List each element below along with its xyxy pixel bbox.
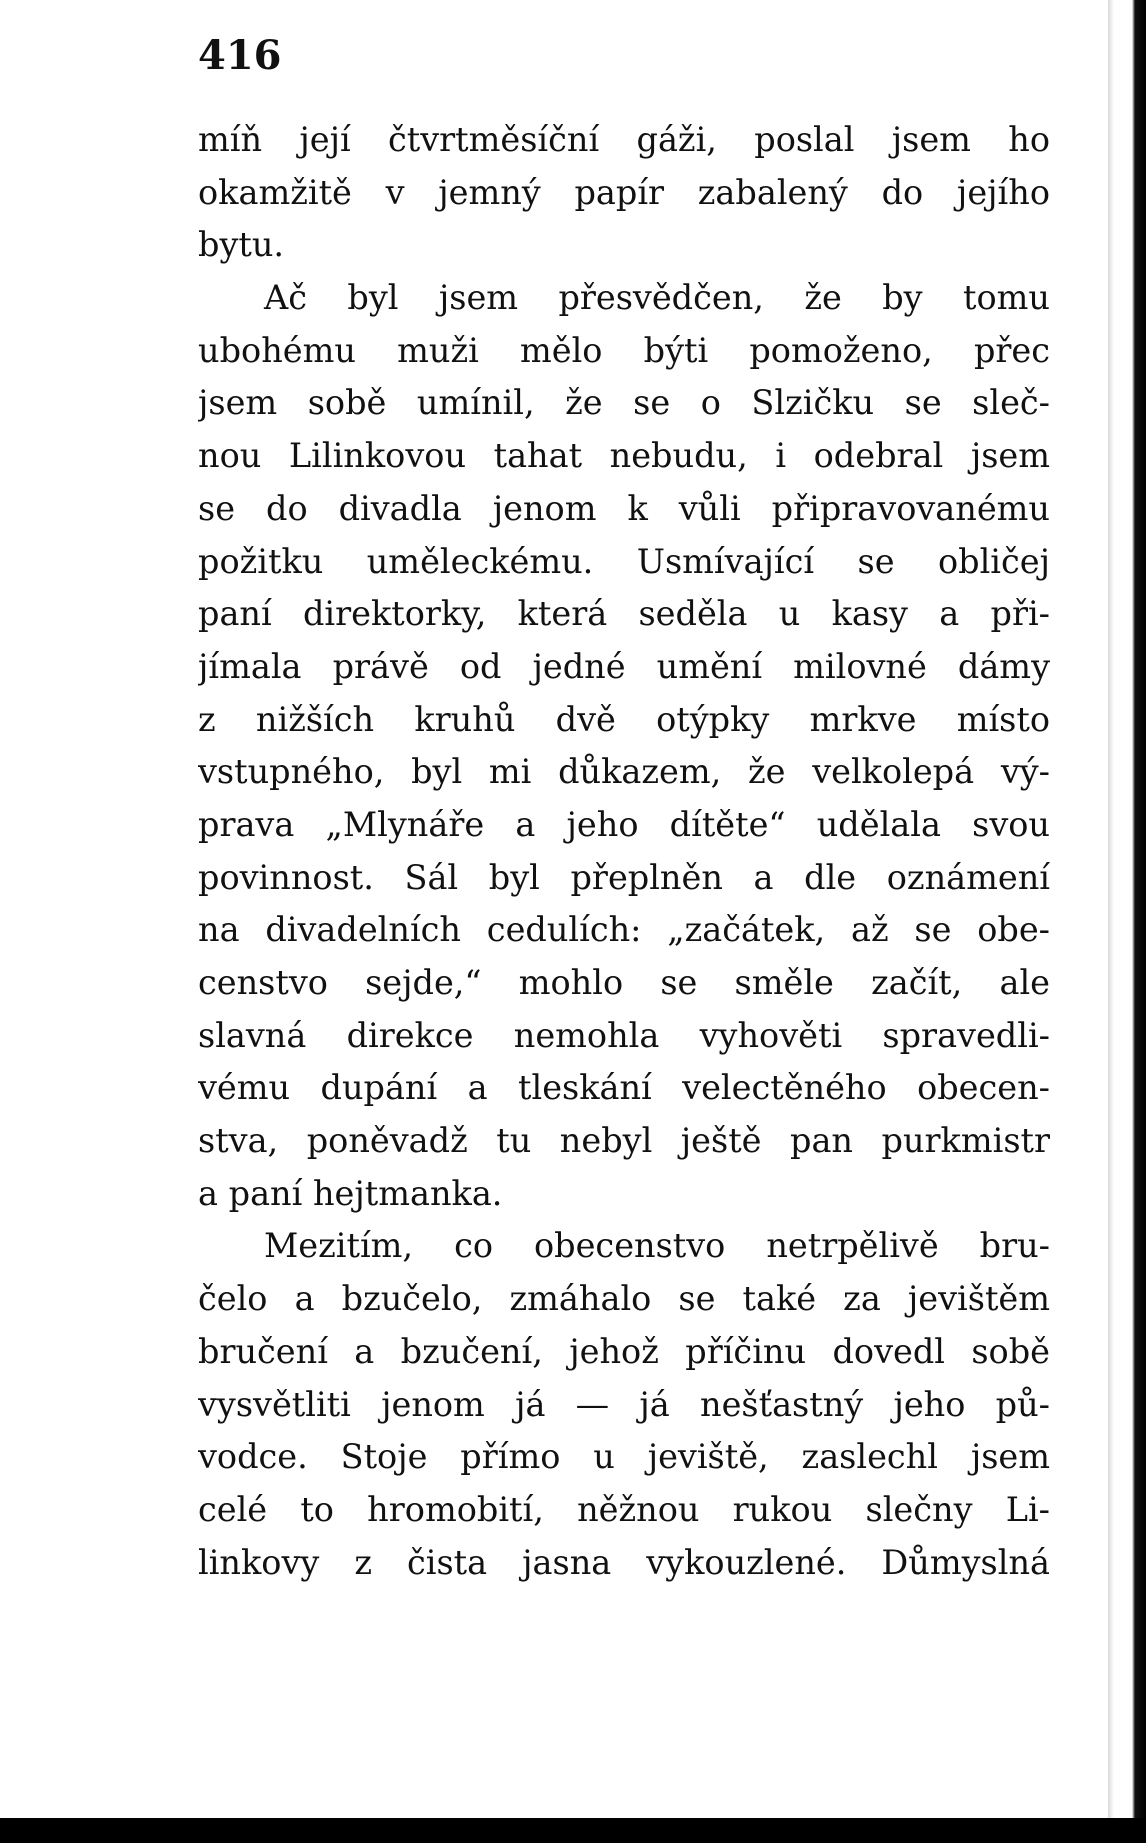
text-line: z nižších kruhů dvě otýpky mrkve místo [198,699,1050,739]
text-line: vysvětliti jenom já — já nešťastný jeho pů- [198,1384,1050,1424]
text-line: vstupného, byl mi důkazem, že velkolepá vý- [198,752,1050,792]
page-edge-shadow [1108,0,1146,1843]
text-line: čelo a bzučelo, zmáhalo se také za jevištěm [198,1279,1050,1319]
text-line: celé to hromobití, něžnou rukou slečny Li- [198,1489,1050,1529]
text-line: slavná direkce nemohla vyhověti spravedli- [198,1015,1050,1055]
text-line: Mezitím, co obecenstvo netrpělivě bru- [264,1226,1050,1266]
text-line: stva, poněvadž tu nebyl ještě pan purkmistr [198,1121,1050,1161]
text-line: ubohému muži mělo býti pomoženo, přec [198,330,1050,370]
text-line: bytu. [198,225,285,265]
text-line: Ač byl jsem přesvědčen, že by tomu [264,278,1050,318]
page-number: 416 [198,32,282,79]
text-line: jímala právě od jedné umění milovné dámy [198,646,1050,686]
text-line: vodce. Stoje přímo u jeviště, zaslechl jsem [198,1437,1050,1477]
text-line: prava „Mlynáře a jeho dítěte“ udělala svou [198,804,1050,844]
text-line: jsem sobě umínil, že se o Slzičku se sleč- [198,383,1050,423]
text-line: vému dupání a tleskání velectěného obecen- [198,1068,1050,1108]
text-line: okamžitě v jemný papír zabalený do jejího [198,172,1050,212]
text-line: se do divadla jenom k vůli připravovanému [198,488,1050,528]
text-line: bručení a bzučení, jehož příčinu dovedl sobě [198,1331,1050,1371]
text-line: paní direktorky, která seděla u kasy a při- [198,594,1050,634]
text-line: linkovy z čista jasna vykouzlené. Důmyslná [198,1542,1050,1582]
text-line: požitku uměleckému. Usmívající se obličej [198,541,1050,581]
scan-border [0,1818,1146,1843]
text-line: povinnost. Sál byl přeplněn a dle oznámení [198,857,1050,897]
text-line: censtvo sejde,“ mohlo se směle začít, ale [198,963,1050,1002]
text-line: nou Lilinkovou tahat nebudu, i odebral jsem [198,436,1050,476]
text-line: na divadelních cedulích: „začátek, až se obe- [198,910,1050,950]
text-line: míň její čtvrtměsíční gáži, poslal jsem ho [198,120,1050,159]
body-text [198,114,1050,1589]
text-line: a paní hejtmanka. [198,1173,503,1213]
